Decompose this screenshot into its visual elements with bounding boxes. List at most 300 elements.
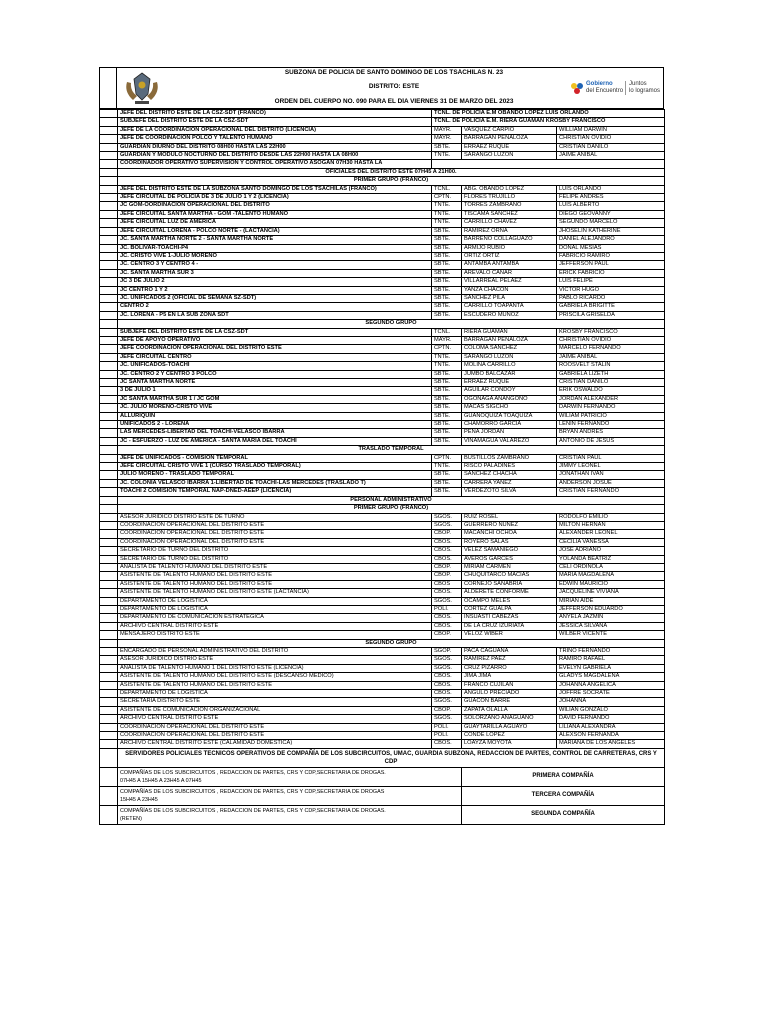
name-cell: DARWIN FERNANDO bbox=[557, 404, 665, 412]
row-margin-cell bbox=[100, 429, 118, 437]
role-cell: ARCHIVO CENTRAL DISTRITO ESTE bbox=[118, 715, 432, 723]
role-cell: SECRETARIO DE TURNO DEL DISTRITO bbox=[118, 555, 432, 563]
role-cell: JEFE CIRCUITAL DE POLICIA DE 3 DE JULIO 1 Y 2 (LICENCIA) bbox=[118, 194, 432, 202]
rank-cell: SGOS. bbox=[432, 715, 462, 723]
name-cell: DANIEL ALEJANDRO bbox=[557, 236, 665, 244]
rank-cell: CBOS. bbox=[432, 622, 462, 630]
role-cell: COORDINACION OPERACIONAL DEL DISTRITO ESTE bbox=[118, 521, 432, 529]
role-cell: 3 DE JULIO 1 bbox=[118, 387, 432, 395]
rank-cell: TNTE. bbox=[432, 463, 462, 471]
table-row bbox=[100, 715, 665, 723]
role-cell: JEFE CIRCUITAL SANTA MARTHA - GOM -TALENTO HUMANO bbox=[118, 210, 432, 218]
table-row bbox=[100, 194, 665, 202]
row-margin-cell bbox=[100, 488, 118, 496]
row-margin-cell bbox=[100, 555, 118, 563]
row-margin-cell bbox=[100, 353, 118, 361]
table-row bbox=[100, 404, 665, 412]
surname-cell: SANCHEZ CHACHA bbox=[462, 471, 557, 479]
surname-cell: PEÑA JORDAN bbox=[462, 429, 557, 437]
services-title: SERVIDORES POLICIALES TECNICOS OPERATIVOS DE COMPAÑÍA DE LOS SUBCIRCUITOS, UMAC, GUARDIA SUBZONA, REDACCION DE PARTES, CONTROL DE CARRETERAS, CRS Y CDP bbox=[118, 748, 665, 767]
surname-cell: VILLARREAL PELAEZ bbox=[462, 278, 557, 286]
name-cell: MARÍA MAGDALENA bbox=[557, 572, 665, 580]
surname-cell: AGUILAR CONDOY bbox=[462, 387, 557, 395]
rank-cell: CBOS. bbox=[432, 740, 462, 748]
role-cell: JC. SANTA MARTHA SUR 3 bbox=[118, 269, 432, 277]
role-cell: JEFE DE APOYO OPERATIVO bbox=[118, 336, 432, 344]
company-description: COMPAÑÍAS DE LOS SUBCIRCUITOS , REDACCION DE PARTES, CRS Y CDP,SECRETARIA DE DROGAS. bbox=[120, 807, 386, 814]
name-cell: WILBER VICENTE bbox=[557, 631, 665, 639]
rank-cell: CBOS. bbox=[432, 614, 462, 622]
row-margin-cell bbox=[100, 404, 118, 412]
table-row bbox=[100, 202, 665, 210]
row-margin-cell bbox=[100, 580, 118, 588]
table-row bbox=[100, 488, 665, 496]
rank-cell: SBTE. bbox=[432, 429, 462, 437]
table-row bbox=[100, 463, 665, 471]
surname-cell: LOAYZA MOYOTA bbox=[462, 740, 557, 748]
name-cell: JEFFERSON EDUARDO bbox=[557, 605, 665, 613]
name-cell: CHRISTIAN OVIDIO bbox=[557, 336, 665, 344]
rank-cell: MAYR. bbox=[432, 135, 462, 143]
role-cell: COORDINACION OPERACIONAL DEL DISTRITO ESTE bbox=[118, 723, 432, 731]
row-margin-cell bbox=[100, 345, 118, 353]
name-cell: ANYELA JAZMIN bbox=[557, 614, 665, 622]
surname-cell: RAMIREZ PAEZ bbox=[462, 656, 557, 664]
role-cell: JC. LORENA - P5 EN LA SUB ZONA SDT bbox=[118, 311, 432, 319]
surname-cell: SARANGO LUZON bbox=[462, 152, 557, 160]
table-row bbox=[100, 278, 665, 286]
name-cell: PRISCILA GRISELDA bbox=[557, 311, 665, 319]
role-cell: GUARDIAN DIURNO DEL DISTRITO 08H00 HASTA LAS 22H00 bbox=[118, 143, 432, 151]
rank-cell: SBTE. bbox=[432, 488, 462, 496]
table-row bbox=[100, 732, 665, 740]
row-margin-cell bbox=[100, 387, 118, 395]
row-margin-cell bbox=[100, 320, 118, 328]
row-margin-cell bbox=[100, 168, 118, 176]
rank-cell: SBTE. bbox=[432, 412, 462, 420]
surname-cell: YANZA CHACON bbox=[462, 286, 557, 294]
role-cell: JEFE COORDINACION OPERACIONAL DEL DISTRITO ESTE bbox=[118, 345, 432, 353]
name-cell: JAIME ANIBAL bbox=[557, 353, 665, 361]
rank-cell: SBTE. bbox=[432, 437, 462, 445]
row-margin-cell bbox=[100, 706, 118, 714]
name-cell: VICTOR HUGO bbox=[557, 286, 665, 294]
role-cell: COORDINACION OPERACIONAL DEL DISTRITO ESTE bbox=[118, 530, 432, 538]
table-row bbox=[100, 160, 665, 168]
company-description: COMPAÑÍAS DE LOS SUBCIRCUITOS , REDACCION DE PARTES, CRS Y CDP,SECRETARIA DE DROGAS bbox=[120, 788, 385, 795]
group-title-admin-primer: PRIMER GRUPO (FRANCO) bbox=[118, 505, 665, 513]
role-cell: ASISTENTE DE TALENTO HUMANO DEL DISTRITO ESTE bbox=[118, 580, 432, 588]
table-row bbox=[100, 236, 665, 244]
table-row bbox=[100, 723, 665, 731]
table-row bbox=[100, 118, 665, 126]
row-margin-cell bbox=[100, 786, 118, 805]
name-cell: ALEXANDER LEONEL bbox=[557, 530, 665, 538]
row-margin-cell bbox=[100, 681, 118, 689]
role-cell: JC SANTA MARTHA NORTE bbox=[118, 379, 432, 387]
surname-cell: ANTAMBA ANTAMBA bbox=[462, 261, 557, 269]
surname-cell: VELOZ WIBER bbox=[462, 631, 557, 639]
row-margin-cell bbox=[100, 767, 118, 786]
rank-cell: SBTE. bbox=[432, 387, 462, 395]
name-cell: RAMIRO RAFAEL bbox=[557, 656, 665, 664]
name-cell: JACQUELINE VIVIANA bbox=[557, 589, 665, 597]
table-row bbox=[100, 648, 665, 656]
table-row bbox=[100, 673, 665, 681]
surname-cell: OGONAGA ANANGONO bbox=[462, 395, 557, 403]
role-cell: JC. CENTRO 3 Y CENTRO 4 - bbox=[118, 261, 432, 269]
role-cell: ASISTENTE DE COMUNICACIÓN ORGANIZACIONAL bbox=[118, 706, 432, 714]
row-margin-cell bbox=[100, 698, 118, 706]
name-cell: CECILIA VANESSA bbox=[557, 538, 665, 546]
role-cell: ALLURIQUIN bbox=[118, 412, 432, 420]
name-cell: ERIK OSWALDO bbox=[557, 387, 665, 395]
company-schedule: 15H45 A 23H45 bbox=[120, 796, 158, 803]
table-row bbox=[100, 622, 665, 630]
rank-cell: CBOS. bbox=[432, 681, 462, 689]
row-margin-cell bbox=[100, 740, 118, 748]
row-margin-cell bbox=[100, 805, 118, 824]
name-cell: CELI ORDINOLA bbox=[557, 563, 665, 571]
name-cell: JOHANNA ANGELICA bbox=[557, 681, 665, 689]
rank-cell: SBTE. bbox=[432, 294, 462, 302]
gobierno-logo-text: Gobierno del Encuentro bbox=[586, 81, 624, 94]
surname-cell: MOLINA CARRILLO bbox=[462, 362, 557, 370]
rank-cell: SBTE. bbox=[432, 261, 462, 269]
name-cell: TRINO FERNANDO bbox=[557, 648, 665, 656]
surname-cell: SOLORZANO ANAGUANO bbox=[462, 715, 557, 723]
row-margin-cell bbox=[100, 732, 118, 740]
surname-cell: AVEROS GARCES bbox=[462, 555, 557, 563]
surname-cell: RAMIREZ ORNA bbox=[462, 227, 557, 235]
header-distrito: DISTRITO: ESTE bbox=[368, 83, 420, 90]
row-margin-cell bbox=[100, 605, 118, 613]
section-header-row bbox=[100, 446, 665, 454]
role-cell: ASESOR JURIDICO DISTRIO ESTE DE TURNO bbox=[118, 513, 432, 521]
rank-cell: SBTE. bbox=[432, 471, 462, 479]
role-cell: DEPARTAMENTO DE COMUNICACIÓN ESTRATÉGICA bbox=[118, 614, 432, 622]
name-cell: MARCELO FERNANDO bbox=[557, 345, 665, 353]
name-cell: JORDAN ALEXANDER bbox=[557, 395, 665, 403]
table-row bbox=[100, 210, 665, 218]
role-cell: JC. UNIFICADOS-TOACHI bbox=[118, 362, 432, 370]
name-cell: SEGUNDO MARCELO bbox=[557, 219, 665, 227]
table-row bbox=[100, 286, 665, 294]
table-row bbox=[100, 294, 665, 302]
row-margin-cell bbox=[100, 362, 118, 370]
table-row bbox=[100, 656, 665, 664]
rank-cell: SBTE. bbox=[432, 236, 462, 244]
rank-cell: POLI. bbox=[432, 723, 462, 731]
surname-cell: MACAS SIGCHO bbox=[462, 404, 557, 412]
name-cell: FABRICIO RAMIRO bbox=[557, 252, 665, 260]
row-margin-cell bbox=[100, 530, 118, 538]
rank-cell: SBTE. bbox=[432, 143, 462, 151]
role-cell: JULIO MORENO - TRASLADO TEMPORAL bbox=[118, 471, 432, 479]
role-cell: CENTRO 2 bbox=[118, 303, 432, 311]
company-description-cell bbox=[118, 805, 462, 824]
row-margin-cell bbox=[100, 496, 118, 504]
surname-cell: ZAPATA OLALLA bbox=[462, 706, 557, 714]
role-cell: JC. SANTA MARTHA NORTE 2 - SANTA MARTHA NORTE bbox=[118, 236, 432, 244]
surname-cell: VELEZ SAMANIEGO bbox=[462, 547, 557, 555]
surname-cell: ESCUDERO MUÑOZ bbox=[462, 311, 557, 319]
surname-cell: BARRAGAN PEÑALOZA bbox=[462, 336, 557, 344]
table-row bbox=[100, 706, 665, 714]
surname-cell: CORTEZ GUALPA bbox=[462, 605, 557, 613]
rank-cell: TCNL. DE POLICIA E.M OBANDO LOPEZ LUIS ORLANDO bbox=[432, 110, 665, 118]
table-row bbox=[100, 387, 665, 395]
surname-cell: CHUQUITARCO MACÍAS bbox=[462, 572, 557, 580]
rank-cell: CBOS. bbox=[432, 589, 462, 597]
group-title-primer: PRIMER GRUPO (FRANCO) bbox=[118, 177, 665, 185]
row-margin-cell bbox=[100, 252, 118, 260]
row-margin-cell bbox=[100, 639, 118, 647]
surname-cell: CARRILLO CHAVEZ bbox=[462, 219, 557, 227]
role-cell: DEPARTAMENTO DE LOGISTICA bbox=[118, 597, 432, 605]
rank-cell: MAYR. bbox=[432, 336, 462, 344]
surname-cell: BARRAGAN PEÑALOZA bbox=[462, 135, 557, 143]
table-row bbox=[100, 185, 665, 193]
table-row bbox=[100, 412, 665, 420]
role-cell: JC. CENTRO 2 Y CENTRO 3 POLCO bbox=[118, 370, 432, 378]
name-cell: RODOLFO EMILIO bbox=[557, 513, 665, 521]
role-cell: ANALISTA DE TALENTO HUMANO DEL DISTRITO ESTE bbox=[118, 563, 432, 571]
document-header bbox=[99, 67, 664, 109]
surname-cell: BUSTILLOS ZAMBRANO bbox=[462, 454, 557, 462]
rank-cell bbox=[432, 160, 665, 168]
table-row bbox=[100, 513, 665, 521]
name-cell: EVELYN GABRIELA bbox=[557, 664, 665, 672]
group-title-admin-segundo: SEGUNDO GRUPO bbox=[118, 639, 665, 647]
rank-cell: CBOS. bbox=[432, 673, 462, 681]
surname-cell: GUACON BARRE bbox=[462, 698, 557, 706]
company-row bbox=[100, 805, 665, 824]
row-margin-cell bbox=[100, 622, 118, 630]
role-cell: DEPARTAMENTO DE LOGISTICA bbox=[118, 605, 432, 613]
rank-cell: SBTE. bbox=[432, 379, 462, 387]
role-cell: COORDINACION OPERACIONAL DEL DISTRITO ESTE bbox=[118, 732, 432, 740]
surname-cell: SARANGO LUZON bbox=[462, 353, 557, 361]
company-row bbox=[100, 767, 665, 786]
table-row bbox=[100, 664, 665, 672]
rank-cell: MAYR. bbox=[432, 126, 462, 134]
name-cell: MILTON HERNAN bbox=[557, 521, 665, 529]
surname-cell: CHAMORRO GARCIA bbox=[462, 421, 557, 429]
table-row bbox=[100, 538, 665, 546]
row-margin-cell bbox=[100, 505, 118, 513]
section-header-row bbox=[100, 320, 665, 328]
name-cell: LUIS FELIPE bbox=[557, 278, 665, 286]
row-margin-cell bbox=[100, 479, 118, 487]
rank-cell: SBTE. bbox=[432, 404, 462, 412]
surname-cell: ARMIJO RUBIO bbox=[462, 244, 557, 252]
rank-cell: TNTE. bbox=[432, 353, 462, 361]
table-row bbox=[100, 597, 665, 605]
rank-cell: SGOS. bbox=[432, 698, 462, 706]
role-cell: ARCHIVO CENTRAL DISTRITO ESTE bbox=[118, 622, 432, 630]
surname-cell: ALDERETE CONFORME bbox=[462, 589, 557, 597]
rank-cell: TNTE. bbox=[432, 219, 462, 227]
name-cell: JOSE ADRIANO bbox=[557, 547, 665, 555]
name-cell: LUIS ALBERTO bbox=[557, 202, 665, 210]
rank-cell: CBOP. bbox=[432, 706, 462, 714]
rank-cell: SBTE. bbox=[432, 278, 462, 286]
role-cell: JEFE DE UNIFICADOS - COMISION TEMPORAL bbox=[118, 454, 432, 462]
name-cell: EDWIN MAURICIO bbox=[557, 580, 665, 588]
row-margin-cell bbox=[100, 421, 118, 429]
section-header-row bbox=[100, 639, 665, 647]
rank-cell: CBOS. bbox=[432, 547, 462, 555]
rank-cell: SBTE. bbox=[432, 286, 462, 294]
officers-title: OFICIALES DEL DISTRITO ESTE 07H45 A 21H00. bbox=[118, 168, 665, 176]
role-cell: JEFE CIRCUITAL CRISTO VIVE 1 (CURSO TRASLADO TEMPORAL) bbox=[118, 463, 432, 471]
role-cell: DEPARTAMENTO DE LOGISTICA bbox=[118, 690, 432, 698]
role-cell: ENCARGADO DE PERSONAL ADMINISTRATIVO DEL DISTRITO bbox=[118, 648, 432, 656]
duty-roster-sheet bbox=[99, 67, 664, 825]
rank-cell: SBTE. bbox=[432, 244, 462, 252]
table-row bbox=[100, 479, 665, 487]
surname-cell: VIÑAMAGUA VALAREZO bbox=[462, 437, 557, 445]
role-cell: COORDINACION OPERACIONAL DEL DISTRITO ESTE bbox=[118, 538, 432, 546]
rank-cell: POLI. bbox=[432, 605, 462, 613]
name-cell: PABLO RICARDO bbox=[557, 294, 665, 302]
services-title-row bbox=[100, 748, 665, 767]
rank-cell: SBTE. bbox=[432, 421, 462, 429]
rank-cell: SBTE. bbox=[432, 370, 462, 378]
rank-cell: TCNL. DE POLICIA E.M. RIERA GUAMAN KROSBY FRANCISCO bbox=[432, 118, 665, 126]
table-row bbox=[100, 681, 665, 689]
name-cell: ANTONIO DE JESUS bbox=[557, 437, 665, 445]
row-margin-cell bbox=[100, 547, 118, 555]
role-cell: JEFE CIRCUITAL CENTRO bbox=[118, 353, 432, 361]
table-row bbox=[100, 227, 665, 235]
surname-cell: TORRES ZAMBRANO bbox=[462, 202, 557, 210]
row-margin-cell bbox=[100, 194, 118, 202]
surname-cell: DE LA CRUZ IZURIATA bbox=[462, 622, 557, 630]
rank-cell: SGOS. bbox=[432, 597, 462, 605]
section-header-row bbox=[100, 168, 665, 176]
name-cell: LILIANA ALEXANDRA bbox=[557, 723, 665, 731]
company-schedule: 07H45 A 15H45 A 23H45 A 07H45 bbox=[120, 777, 202, 784]
rank-cell: SGOS. bbox=[432, 656, 462, 664]
surname-cell: ANGULO PRECIADO bbox=[462, 690, 557, 698]
surname-cell: PACA CAGUANA bbox=[462, 648, 557, 656]
name-cell: FELIPE ANDRÉS bbox=[557, 194, 665, 202]
role-cell: JEFE DEL DISTRITO ESTE DE LA CSZ-SDT (FRANCO) bbox=[118, 110, 432, 118]
surname-cell: TISCAMA SANCHEZ bbox=[462, 210, 557, 218]
surname-cell: ERRAEZ RUQUE bbox=[462, 379, 557, 387]
name-cell: JEFFERSON PAUL bbox=[557, 261, 665, 269]
name-cell: YOLANDA BEATRIZ bbox=[557, 555, 665, 563]
surname-cell: ERRAEZ RUQUE bbox=[462, 143, 557, 151]
role-cell: ASISTENTE DE TALENTO HUMANO DEL DISTRITO ESTE (LACTANCIA) bbox=[118, 589, 432, 597]
table-row bbox=[100, 563, 665, 571]
role-cell: ASISTENTE DE TALENTO HUMANO DEL DISTRITO ESTE (DESCANSO MEDICO) bbox=[118, 673, 432, 681]
row-margin-cell bbox=[100, 673, 118, 681]
surname-cell: VERDEZOTO SILVA bbox=[462, 488, 557, 496]
table-row bbox=[100, 589, 665, 597]
table-row bbox=[100, 698, 665, 706]
role-cell: JC. BOLIVAR-TOACHI-P4 bbox=[118, 244, 432, 252]
row-margin-cell bbox=[100, 715, 118, 723]
role-cell: UNIFICADOS 2 - LORENA bbox=[118, 421, 432, 429]
name-cell: GLADYS MAGDALENA bbox=[557, 673, 665, 681]
row-margin-cell bbox=[100, 370, 118, 378]
rank-cell: CBOS bbox=[432, 580, 462, 588]
row-margin-cell bbox=[100, 563, 118, 571]
row-margin-cell bbox=[100, 160, 118, 168]
surname-cell: CONDE LOPEZ bbox=[462, 732, 557, 740]
table-row bbox=[100, 126, 665, 134]
role-cell: JC. COLONIA VELASCO IBARRA 1-LIBERTAD DE TOACHI-LAS MERCEDES (TRASLADO T) bbox=[118, 479, 432, 487]
table-row bbox=[100, 336, 665, 344]
table-row bbox=[100, 690, 665, 698]
gobierno-logo-icon bbox=[569, 81, 585, 95]
row-margin-cell bbox=[100, 118, 118, 126]
header-subzona: SUBZONA DE POLICÍA DE SANTO DOMINGO DE LOS TSÁCHILAS N. 23 bbox=[284, 69, 504, 76]
role-cell: SUBJEFE DEL DISTRITO ESTE DE LA CSZ-SDT bbox=[118, 328, 432, 336]
header-left-column bbox=[99, 67, 117, 109]
rank-cell: CPTN. bbox=[432, 454, 462, 462]
table-row bbox=[100, 530, 665, 538]
company-description-cell bbox=[118, 786, 462, 805]
surname-cell: ROYERO SALAS bbox=[462, 538, 557, 546]
rank-cell: CBOP. bbox=[432, 631, 462, 639]
name-cell: JAIME ANIBAL bbox=[557, 152, 665, 160]
surname-cell: JIMA JIMA bbox=[462, 673, 557, 681]
row-margin-cell bbox=[100, 521, 118, 529]
company-row bbox=[100, 786, 665, 805]
rank-cell: SBTE. bbox=[432, 227, 462, 235]
row-margin-cell bbox=[100, 227, 118, 235]
rank-cell: SBTE. bbox=[432, 311, 462, 319]
role-cell: JEFE DEL DISTRITO ESTE DE LA SUBZONA SANTO DOMINGO DE LOS TSÁCHILAS (FRANCO) bbox=[118, 185, 432, 193]
rank-cell: TCNL. bbox=[432, 185, 462, 193]
table-row bbox=[100, 429, 665, 437]
rank-cell: CBOS. bbox=[432, 690, 462, 698]
name-cell: DAVID FERNANDO bbox=[557, 715, 665, 723]
juntos-logo-text: Juntos lo logramos bbox=[625, 81, 660, 95]
company-schedule: (RETEN) bbox=[120, 815, 142, 822]
table-row bbox=[100, 740, 665, 748]
name-cell: MIRIAN AIDE bbox=[557, 597, 665, 605]
name-cell: GABRIELA LIZETH bbox=[557, 370, 665, 378]
role-cell: JEFE CIRCUITAL LORENA - POLCO NORTE - (LACTANCIA) bbox=[118, 227, 432, 235]
name-cell: JESSICA SILVANA bbox=[557, 622, 665, 630]
name-cell: LUIS ORLANDO bbox=[557, 185, 665, 193]
table-row bbox=[100, 614, 665, 622]
row-margin-cell bbox=[100, 152, 118, 160]
rank-cell: TNTE. bbox=[432, 152, 462, 160]
row-margin-cell bbox=[100, 244, 118, 252]
surname-cell: BARRENO COLLAGUAZO bbox=[462, 236, 557, 244]
rank-cell: CPTN. bbox=[432, 345, 462, 353]
rank-cell: CPTN. bbox=[432, 194, 462, 202]
row-margin-cell bbox=[100, 110, 118, 118]
surname-cell: AREVALO CAÑAR bbox=[462, 269, 557, 277]
row-margin-cell bbox=[100, 143, 118, 151]
table-row bbox=[100, 379, 665, 387]
surname-cell: JUMBO BALCAZAR bbox=[462, 370, 557, 378]
row-margin-cell bbox=[100, 572, 118, 580]
surname-cell: CORNEJO SANABRIA bbox=[462, 580, 557, 588]
role-cell: ARCHIVO CENTRAL DISTRITO ESTE (CALAMIDAD DOMÉSTICA) bbox=[118, 740, 432, 748]
table-row bbox=[100, 395, 665, 403]
role-cell: JC. JULIO MORENO-CRISTO VIVE bbox=[118, 404, 432, 412]
company-name-cell: SEGUNDA COMPAÑÍA bbox=[462, 805, 665, 824]
role-cell: JC CENTRO 1 Y 2 bbox=[118, 286, 432, 294]
